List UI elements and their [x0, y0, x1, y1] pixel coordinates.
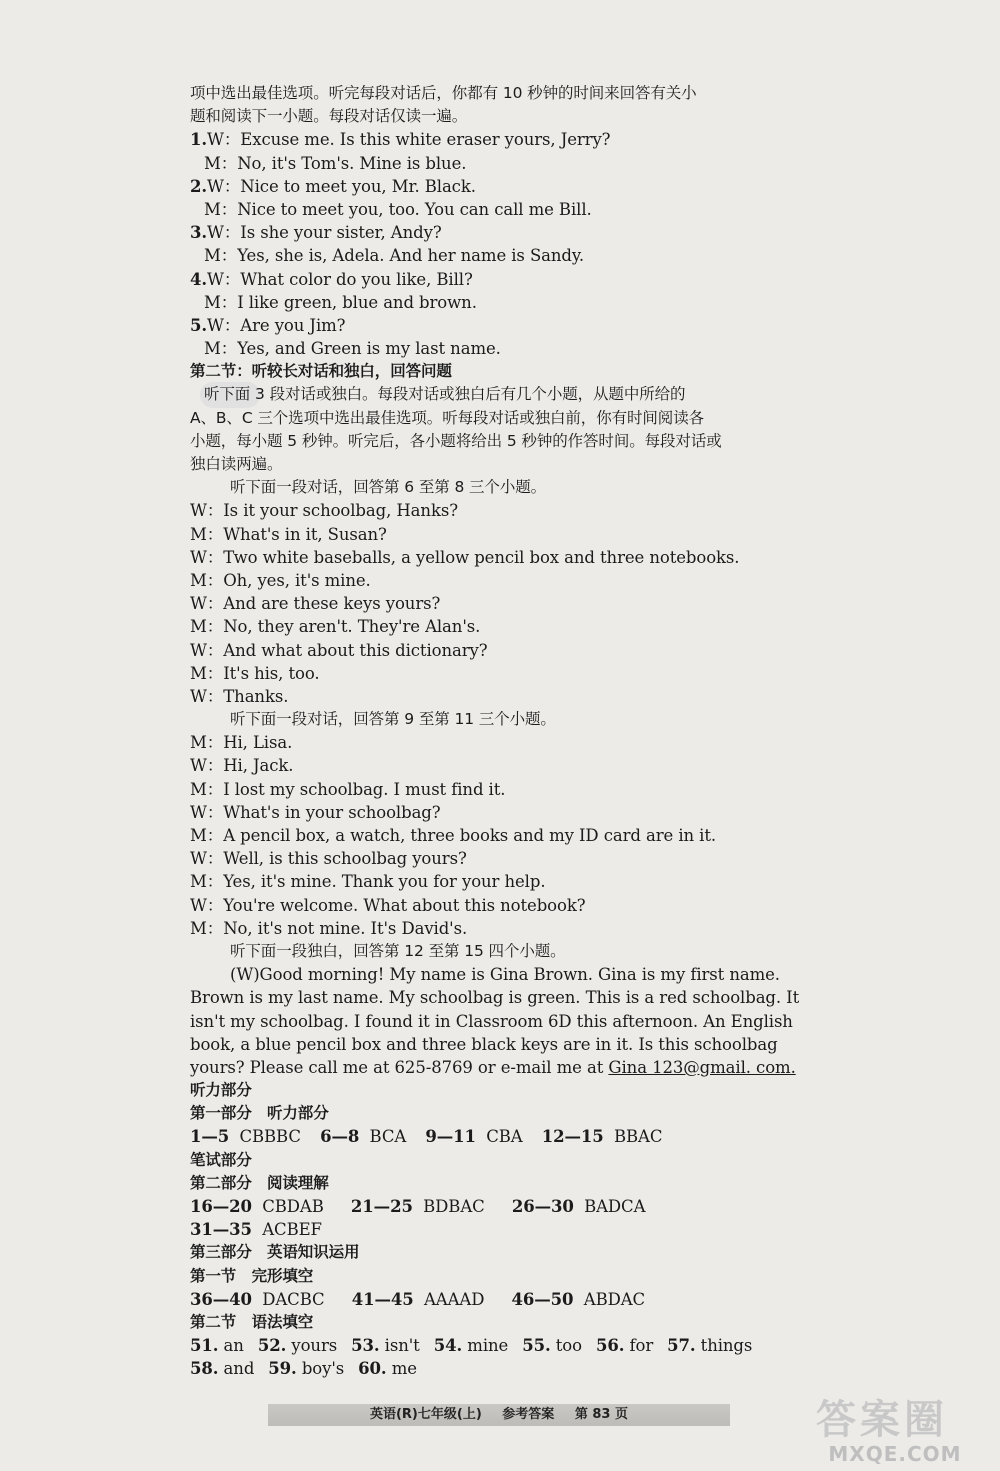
email-address: Gina 123@gmail. com. [608, 1057, 796, 1077]
footer-label: 参考答案 [502, 1407, 555, 1422]
line-text: M：Nice to meet you, too. You can call me Bill. [204, 199, 592, 219]
text-line [190, 824, 810, 847]
line-text: W：Are you Jim? [207, 315, 346, 335]
question-number: 1. [190, 130, 208, 150]
line-text: M：No, it's not mine. It's David's. [190, 918, 468, 938]
text-line [190, 175, 810, 198]
answer-group: 16—20 CBDAB [190, 1197, 324, 1216]
answer-group: 41—45 AAAAD [351, 1289, 485, 1309]
part2-answers-row2 [190, 1218, 810, 1241]
question-number: 4. [190, 269, 208, 289]
line-text: W：Hi, Jack. [190, 756, 294, 776]
text-line [190, 523, 810, 546]
line-text: W：Is it your schoolbag, Hanks? [190, 501, 458, 521]
line-text: W：And are these keys yours? [190, 594, 441, 614]
line-text: isn't my schoolbag. I found it in Classroom 6D this afternoon. An English [190, 1011, 793, 1031]
line-text: M：Yes, it's mine. Thank you for your help. [190, 872, 546, 892]
answer-group: 9—11 CBA [425, 1127, 523, 1147]
text-line [190, 986, 810, 1009]
line-text: W：Well, is this schoolbag yours? [190, 849, 467, 869]
footer-page-number: 第 83 页 [574, 1407, 628, 1422]
watermark-url: MXQE.COM [828, 1442, 962, 1466]
answer-group: 12—15 BBAC [541, 1127, 663, 1147]
part1-answers [190, 1125, 810, 1148]
text-line [190, 268, 810, 291]
line-text: M：No, they aren't. They're Alan's. [190, 617, 481, 637]
text-line [190, 360, 810, 383]
section2-title: 第二节 语法填空 [190, 1312, 314, 1331]
text-line [190, 615, 810, 638]
text-line [190, 128, 810, 151]
text-line [190, 731, 810, 754]
line-text: M：What's in it, Susan? [190, 524, 387, 544]
text-line [190, 754, 810, 777]
answer-item: 56. for [595, 1336, 654, 1356]
line-text: W：What's in your schoolbag? [190, 802, 441, 822]
answer-group: 21—25 BDBAC [350, 1197, 485, 1216]
text-line [190, 337, 810, 360]
answer-item: 52. yours [257, 1336, 338, 1356]
listening-title: 听力部分 [190, 1081, 252, 1100]
text-line [190, 383, 810, 406]
line-text: book, a blue pencil box and three black keys are in it. Is this schoolbag [190, 1034, 778, 1054]
text-line [190, 847, 810, 870]
line-text: M：No, it's Tom's. Mine is blue. [204, 153, 467, 173]
written-title: 笔试部分 [190, 1150, 252, 1169]
answer-item: 55. too [522, 1336, 582, 1356]
line-text: W：And what about this dictionary? [190, 640, 488, 660]
watermark-logo: 答案圈 [816, 1397, 948, 1443]
text-line [190, 801, 810, 824]
line-text: 听下面一段独白，回答第 12 至第 15 四个小题。 [230, 941, 566, 960]
text-line [190, 546, 810, 569]
line-text: W：Thanks. [190, 686, 289, 706]
text-line [190, 894, 810, 917]
answer-group: 6—8 BCA [320, 1127, 407, 1147]
answer-group: 26—30 BADCA [511, 1197, 646, 1216]
answer-item: 53. isn't [351, 1336, 420, 1356]
line-text: M：Hi, Lisa. [190, 733, 293, 753]
listening-script [190, 82, 810, 1079]
text-line [190, 105, 810, 128]
text-line [190, 870, 810, 893]
answer-group: 46—50 ABDAC [511, 1289, 646, 1309]
line-text: M：It's his, too. [190, 663, 320, 683]
site-watermark [800, 1388, 990, 1468]
answer-item: 54. mine [433, 1336, 509, 1356]
text-line [190, 569, 810, 592]
line-text: W：Excuse me. Is this white eraser yours, Jerry? [207, 130, 611, 150]
line-text: A、B、C 三个选项中选出最佳选项。听每段对话或独白前，你有时间阅读各 [190, 408, 704, 427]
section1-title: 第一节 完形填空 [190, 1266, 314, 1285]
text-line [190, 407, 810, 430]
section1-answers [190, 1288, 810, 1311]
text-line [190, 592, 810, 615]
section2-answers-row2 [190, 1357, 810, 1380]
line-text: 小题，每小题 5 秒钟。听完后，各小题将给出 5 秒钟的作答时间。每段对话或 [190, 431, 722, 450]
text-line [190, 1033, 810, 1056]
line-text: 题和阅读下一小题。每段对话仅读一遍。 [190, 107, 468, 126]
text-line [190, 152, 810, 175]
text-line [190, 499, 810, 522]
text-line [190, 963, 810, 986]
answer-item: 51. an [190, 1336, 244, 1356]
line-text: 独白读两遍。 [190, 455, 283, 473]
line-text: 听下面 3 段对话或独白。每段对话或独白后有几个小题，从题中所给的 [204, 385, 686, 404]
question-number: 2. [190, 176, 208, 196]
line-text: W：You're welcome. What about this notebook? [190, 895, 586, 915]
page-content [190, 82, 810, 1381]
line-text: M：Yes, she is, Adela. And her name is Sandy. [204, 246, 585, 266]
text-line [190, 476, 810, 499]
text-line [190, 244, 810, 267]
line-text: W：Is she your sister, Andy? [207, 223, 442, 243]
text-line [190, 685, 810, 708]
text-line [190, 662, 810, 685]
line-text: 听下面一段对话，回答第 6 至第 8 三个小题。 [230, 478, 547, 497]
line-text: 第二节：听较长对话和独白，回答问题 [190, 362, 452, 381]
part3-title: 第三部分 英语知识运用 [190, 1243, 360, 1262]
part2-answers-row1 [190, 1195, 810, 1218]
line-text: 项中选出最佳选项。听完每段对话后，你都有 10 秒钟的时间来回答有关小 [190, 84, 697, 102]
text-line [190, 291, 810, 314]
part2-title: 第二部分 阅读理解 [190, 1173, 329, 1192]
answer-item: 57. things [667, 1336, 753, 1356]
text-line [190, 778, 810, 801]
answer-item: 59. boy's [268, 1359, 345, 1379]
text-line [190, 1056, 810, 1079]
line-text: M：I like green, blue and brown. [204, 292, 477, 312]
line-text: M：A pencil box, a watch, three books and my ID card are in it. [190, 826, 717, 845]
line-text: yours? Please call me at 625-8769 or e-mail me at [190, 1057, 609, 1077]
page-footer [268, 1404, 730, 1426]
answer-group: 1—5 CBBBC [190, 1127, 301, 1147]
line-text: (W)Good morning! My name is Gina Brown. Gina is my first name. [230, 965, 780, 985]
text-line [190, 1010, 810, 1033]
footer-subject: 英语(R)七年级(上) [369, 1407, 482, 1422]
text-line [190, 198, 810, 221]
text-line [190, 639, 810, 662]
part1-title: 第一部分 听力部分 [190, 1104, 329, 1123]
question-number: 3. [190, 223, 208, 243]
text-line [190, 940, 810, 963]
answer-item: 58. and [190, 1359, 255, 1379]
line-text: Brown is my last name. My schoolbag is green. This is a red schoolbag. It [190, 988, 800, 1008]
text-line [190, 708, 810, 731]
section2-answers-row1 [190, 1334, 810, 1357]
answer-group: 31—35 ACBEF [190, 1220, 322, 1240]
line-text: M：I lost my schoolbag. I must find it. [190, 779, 506, 799]
question-number: 5. [190, 315, 208, 335]
answer-item: 60. me [358, 1359, 417, 1379]
line-text: 听下面一段对话，回答第 9 至第 11 三个小题。 [230, 710, 556, 729]
text-line [190, 314, 810, 337]
text-line [190, 221, 810, 244]
line-text: M：Oh, yes, it's mine. [190, 570, 371, 590]
text-line [190, 430, 810, 453]
text-line [190, 453, 810, 476]
line-text: W：Two white baseballs, a yellow pencil box and three notebooks. [190, 547, 740, 567]
answer-group: 36—40 DACBC [190, 1289, 325, 1309]
text-line [190, 82, 810, 105]
line-text: M：Yes, and Green is my last name. [204, 339, 501, 359]
line-text: W：Nice to meet you, Mr. Black. [207, 176, 476, 196]
text-line [190, 917, 810, 940]
line-text: W：What color do you like, Bill? [207, 269, 473, 289]
